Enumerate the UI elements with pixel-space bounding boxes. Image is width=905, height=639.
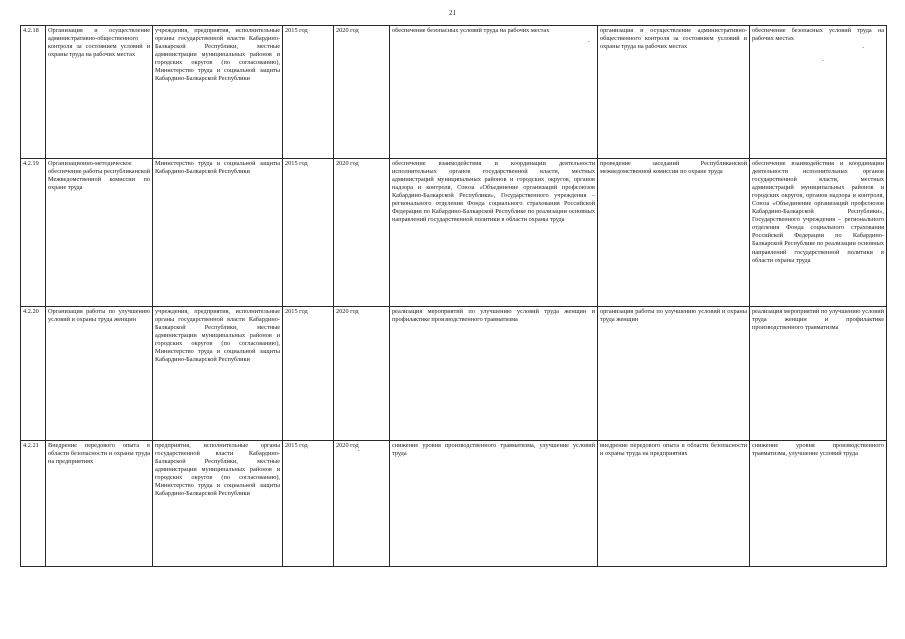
main-activity: проведение заседаний Республиканской межведомственной комиссии по охране труда: [598, 159, 750, 307]
table-row: [21, 26, 887, 159]
executors: предприятия, исполнительные органы государственной власти Кабардино-Балкарской Республики, местные администрации муниципальных районов и городских округов (по согласованию), Министерство труда и социальной защиты Кабардино-Балкарской Республики: [153, 441, 283, 567]
item-number: 4.2.18: [21, 26, 46, 159]
scan-mark: .: [358, 445, 360, 453]
table-row: [21, 307, 887, 441]
measure-name: Организация и осуществление административно-общественного контроля за состоянием условий и охраны труда на рабочих местах: [46, 26, 153, 159]
indicator: обеспечение взаимодействия и координации деятельности исполнительных органов государственной власти, местных администраций муниципальных районов и городских округов, органов надзора и контроля, Союза «Объединение организаций профсоюзов Кабардино-Балкарской Республики», Государственного учреждения – регионального отделения Фонда социального страхования Российской Федерации по Кабардино-Балкарской Республике по реализации основных направлений государственной политики в области охраны труда: [750, 159, 887, 307]
start-year: 2015 год: [283, 159, 334, 307]
end-year: 2020 год: [334, 441, 390, 567]
measure-name: Организация работы по улучшению условий и охраны труда женщин: [46, 307, 153, 441]
end-year: 2020 год: [334, 26, 390, 159]
end-year: 2020 год: [334, 159, 390, 307]
scan-mark: .: [822, 55, 824, 63]
table-row: [21, 441, 887, 567]
end-year: 2020 год: [334, 307, 390, 441]
indicator: реализация мероприятий по улучшению условий труда женщин и профилактике производственного травматизма: [750, 307, 887, 441]
main-activity: организация и осуществление административно-общественного контроля за состоянием условий и охраны труда на рабочих местах: [598, 26, 750, 159]
item-number: 4.2.20: [21, 307, 46, 441]
expected-result: реализация мероприятий по улучшению условий труда женщин и профилактике производственного травматизма: [390, 307, 598, 441]
executors: учреждения, предприятия, исполнительные органы государственной власти Кабардино-Балкарской Республики, местные администрации муниципальных районов и городских округов (по согласованию), Министерство труда и социальной защиты Кабардино-Балкарской Республики: [153, 307, 283, 441]
page-number: 21: [449, 9, 456, 17]
item-number: 4.2.21: [21, 441, 46, 567]
start-year: 2015 год: [283, 441, 334, 567]
expected-result: снижение уровня производственного травматизма, улучшение условий труда: [390, 441, 598, 567]
start-year: 2015 год: [283, 307, 334, 441]
start-year: 2015 год: [283, 26, 334, 159]
main-activity: организация работы по улучшению условий и охраны труда женщин: [598, 307, 750, 441]
expected-result: обеспечение безопасных условий труда на рабочих местах: [390, 26, 598, 159]
indicator: обеспечение безопасных условий труда на рабочих местах: [750, 26, 887, 159]
scan-mark: `: [862, 46, 865, 54]
table-row: [21, 159, 887, 307]
scan-mark: .: [588, 36, 590, 44]
measure-name: Организационно-методическое обеспечение работы республиканской Межведомственной комиссии по охране труда: [46, 159, 153, 307]
item-number: 4.2.19: [21, 159, 46, 307]
measure-name: Внедрение передового опыта в области безопасности и охраны труда на предприятиях: [46, 441, 153, 567]
expected-result: обеспечение взаимодействия и координации деятельности исполнительных органов государственной власти, местных администраций муниципальных районов и городских округов, органов надзора и контроля, Союза «Объединение организаций профсоюзов Кабардино-Балкарской Республики», Государственного учреждения – регионального отделения Фонда социального страхования Российской Федерации по Кабардино-Балкарской Республике по реализации основных направлений государственной политики в области охраны труда: [390, 159, 598, 307]
executors: Министерство труда и социальной защиты Кабардино-Балкарской Республики: [153, 159, 283, 307]
main-activity: внедрение передового опыта в области безопасности и охраны труда на предприятиях: [598, 441, 750, 567]
measures-table: [20, 25, 887, 567]
indicator: снижение уровня производственного травматизма, улучшение условий труда: [750, 441, 887, 567]
executors: учреждения, предприятия, исполнительные органы государственной власти Кабардино-Балкарской Республики, местные администрации муниципальных районов и городских округов (по согласованию), Министерство труда и социальной защиты Кабардино-Балкарской Республики: [153, 26, 283, 159]
